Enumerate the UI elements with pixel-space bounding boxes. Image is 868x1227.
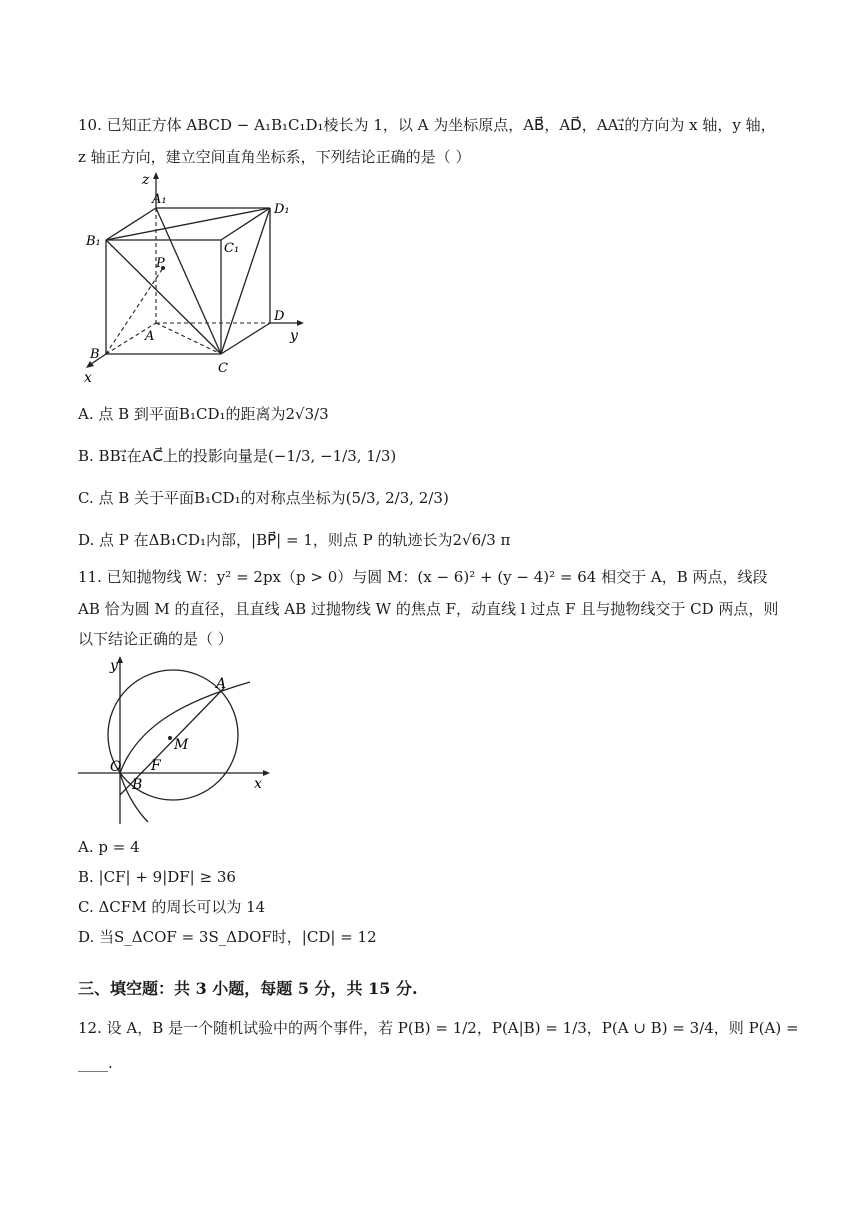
- edge-c-d: [221, 323, 270, 354]
- label-b1: B₁: [86, 234, 101, 249]
- label-f: F: [151, 758, 161, 774]
- q10-stem-line1: 10. 已知正方体 ABCD − A₁B₁C₁D₁棱长为 1，以 A 为坐标原点，AB⃗，AD⃗，AA₁⃗的方向为 x 轴，y 轴，: [78, 116, 776, 134]
- label-o: O: [110, 759, 122, 775]
- parabola-circle-figure: [78, 652, 278, 828]
- q10-option-b: B. BB₁⃗在AC⃗上的投影向量是(−1/3, −1/3, 1/3): [78, 447, 397, 465]
- q11-option-a: A. p = 4: [78, 838, 140, 856]
- x-arrow-11: [263, 770, 270, 776]
- q10-option-a: A. 点 B 到平面B₁CD₁的距离为2√3/3: [78, 405, 329, 423]
- label-a1: A₁: [152, 192, 167, 207]
- label-b: B: [90, 347, 100, 362]
- label-a-11: A: [216, 676, 227, 692]
- q11-option-d: D. 当S_ΔCOF = 3S_ΔDOF时，|CD| = 12: [78, 928, 377, 946]
- y-arrow: [297, 320, 304, 326]
- label-b-11: B: [132, 777, 143, 793]
- label-p: P: [156, 256, 165, 271]
- label-y-11: y: [110, 658, 118, 674]
- segment-b-p-hidden: [106, 268, 163, 354]
- q11-stem-line1: 11. 已知抛物线 W：y² = 2px（p > 0）与圆 M：(x − 6)² + (y − 4)² = 64 相交于 A，B 两点，线段: [78, 568, 768, 586]
- label-z: z: [142, 172, 150, 188]
- q11-stem-line2: AB 恰为圆 M 的直径，且直线 AB 过抛物线 W 的焦点 F，动直线 l 过点 F 且与抛物线交于 CD 两点，则: [78, 600, 779, 618]
- cube-figure: [78, 168, 318, 388]
- label-d1: D₁: [274, 202, 290, 217]
- q11-stem-line3: 以下结论正确的是（ ）: [78, 630, 233, 648]
- section-heading: 三、填空题：共 3 小题，每题 5 分，共 15 分.: [78, 979, 418, 998]
- label-a: A: [145, 329, 155, 344]
- label-m: M: [174, 737, 189, 753]
- z-arrow: [153, 172, 159, 179]
- label-c: C: [218, 361, 228, 376]
- q11-option-c: C. ΔCFM 的周长可以为 14: [78, 898, 266, 916]
- q10-option-c: C. 点 B 关于平面B₁CD₁的对称点坐标为(5/3, 2/3, 2/3): [78, 489, 449, 507]
- edge-a1-c: [156, 208, 221, 354]
- q12-answer-blank: ____.: [78, 1054, 113, 1072]
- edge-a-c-hidden: [156, 323, 221, 354]
- q10-option-d: D. 点 P 在ΔB₁CD₁内部，|BP⃗| = 1，则点 P 的轨迹长为2√6/3 π: [78, 531, 511, 549]
- label-d: D: [274, 309, 285, 324]
- label-x-11: x: [254, 776, 262, 792]
- q11-option-b: B. |CF| + 9|DF| ≥ 36: [78, 868, 236, 886]
- label-c1: C₁: [224, 241, 240, 256]
- edge-c-d1: [221, 208, 270, 354]
- q10-stem-line2: z 轴正方向，建立空间直角坐标系，下列结论正确的是（ ）: [78, 148, 471, 166]
- label-x: x: [84, 370, 92, 386]
- point-m: [168, 736, 172, 740]
- label-y: y: [290, 328, 298, 344]
- q12-stem-line1: 12. 设 A，B 是一个随机试验中的两个事件，若 P(B) = 1/2，P(A|B) = 1/3，P(A ∪ B) = 3/4，则 P(A) =: [78, 1019, 799, 1037]
